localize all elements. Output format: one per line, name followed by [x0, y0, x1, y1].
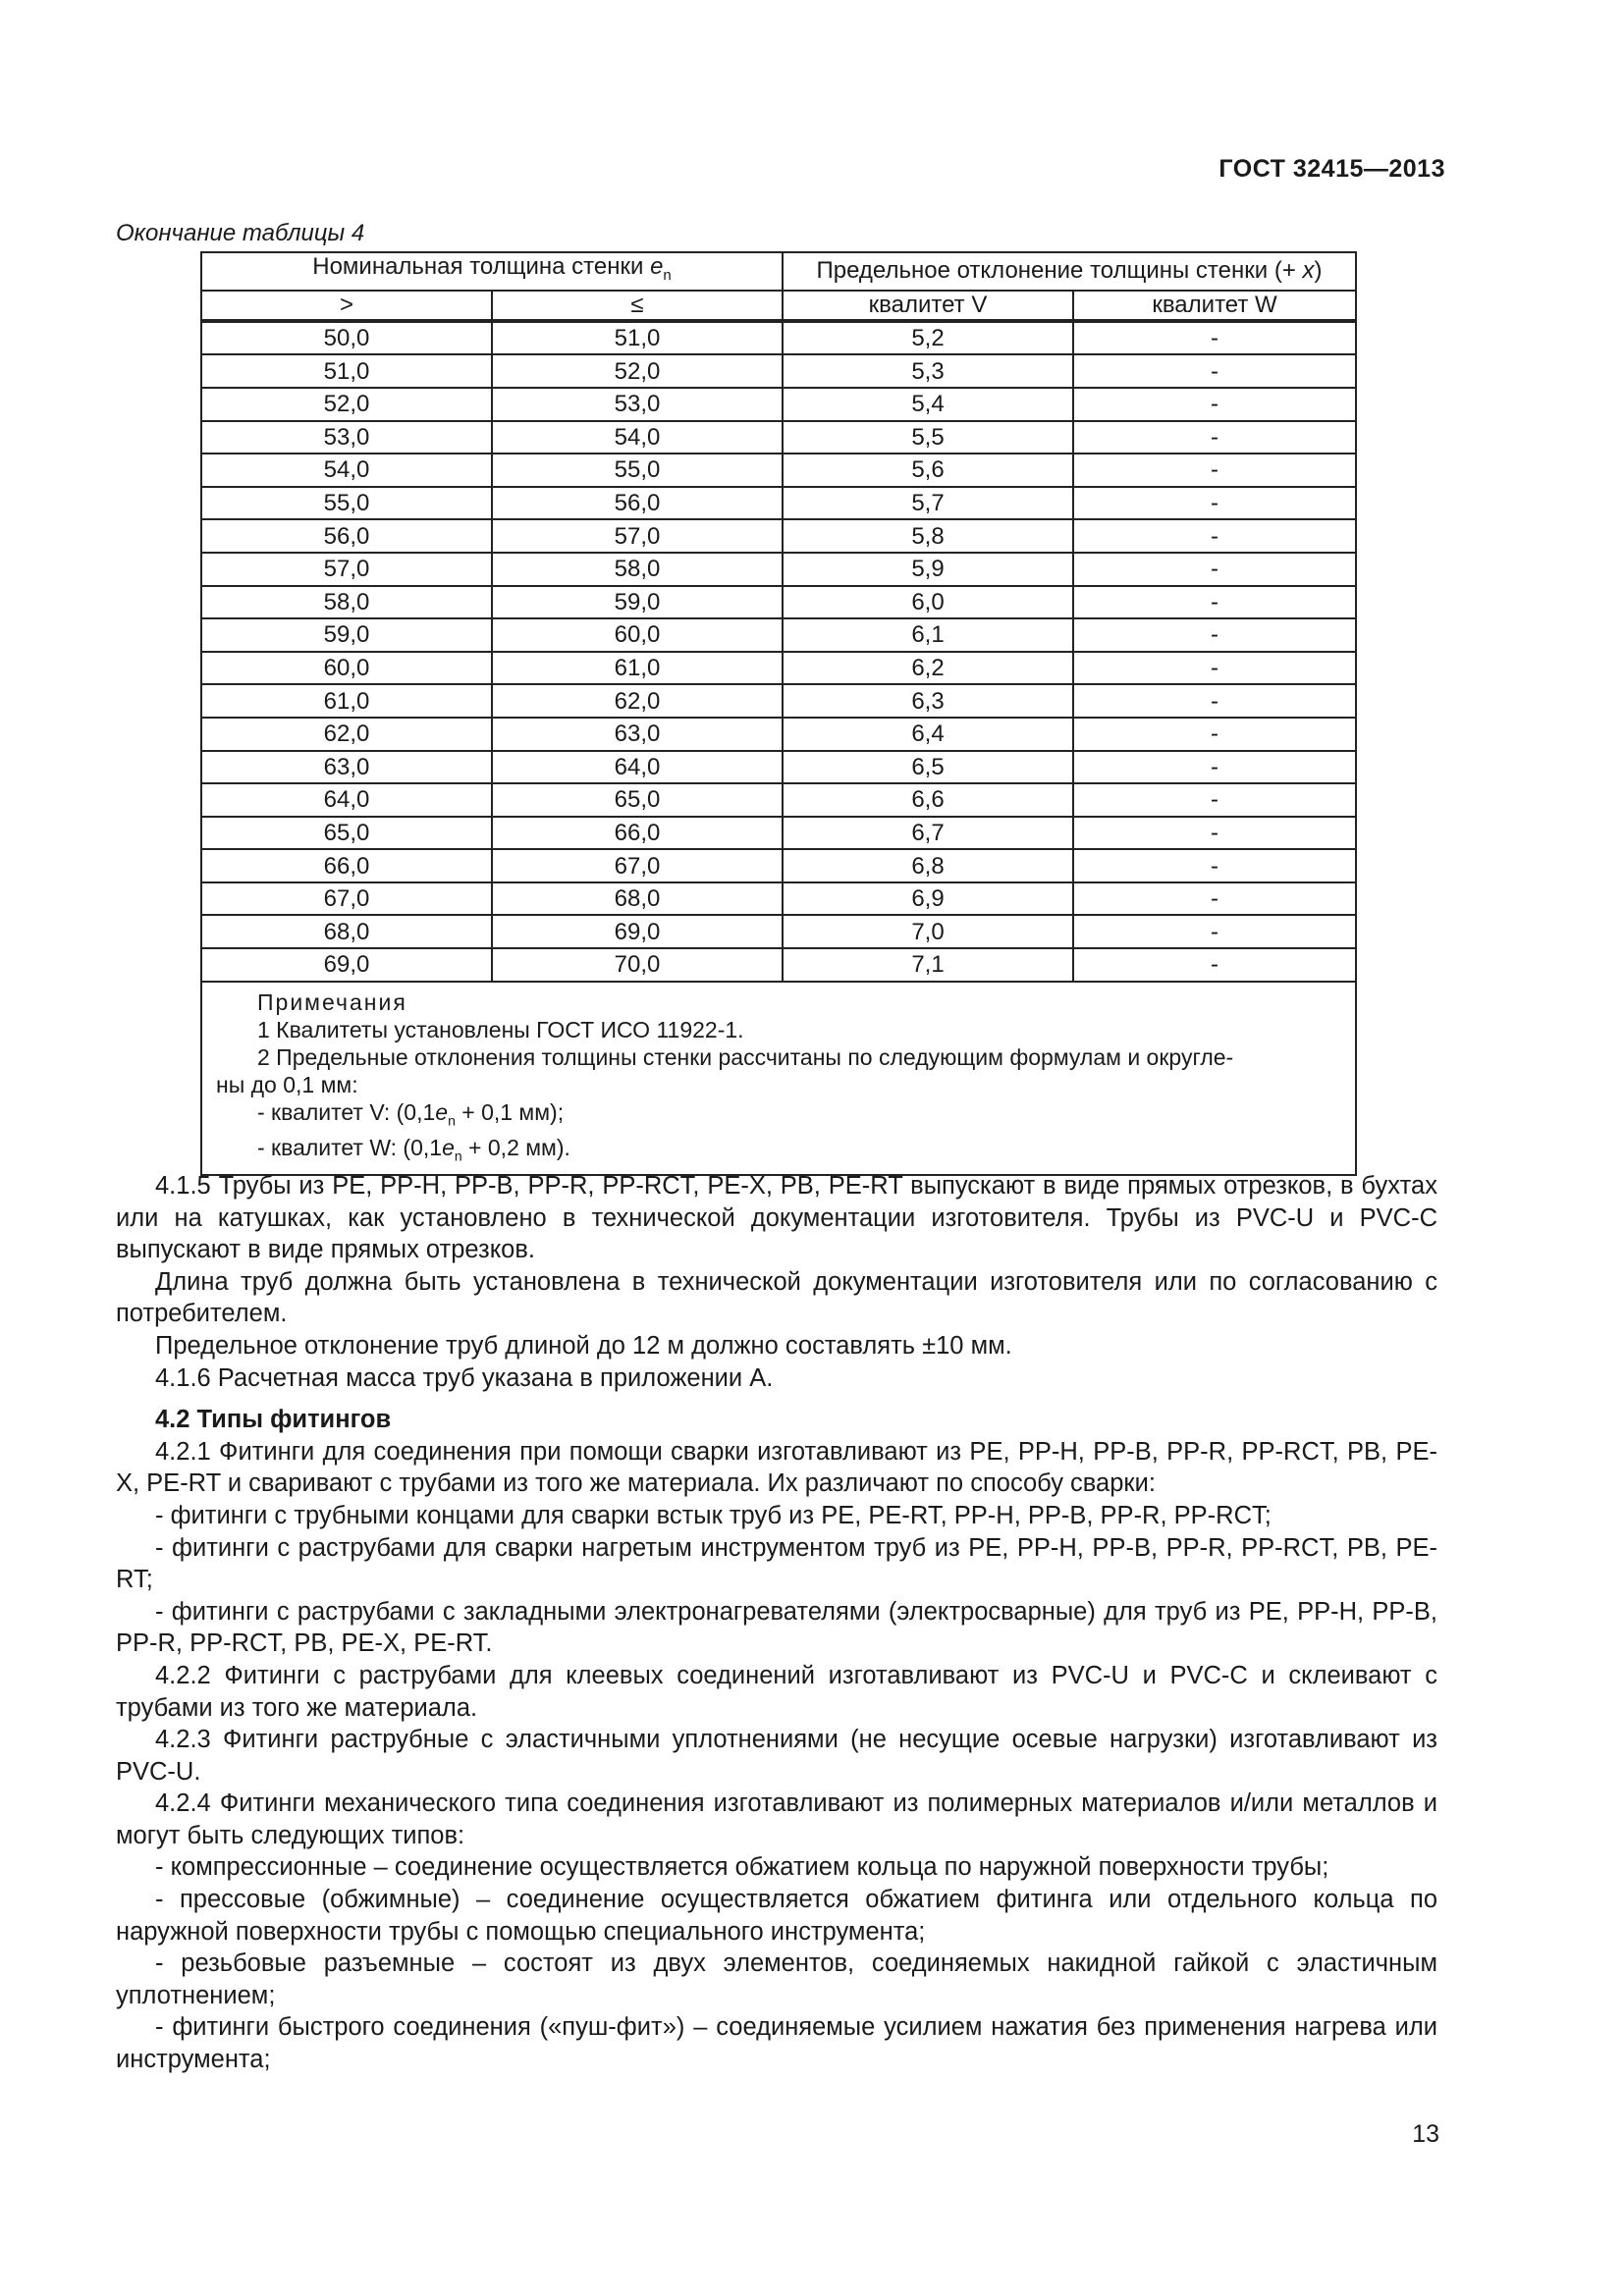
cell-thickness-from: 53,0: [201, 421, 492, 454]
table-row: [201, 882, 1356, 916]
cell-thickness-from: 66,0: [201, 849, 492, 882]
table-row: [201, 751, 1356, 784]
note-1: 1 Квалитеты установлены ГОСТ ИСО 11922-1.: [257, 1016, 744, 1042]
cell-grade-w: -: [1073, 849, 1356, 882]
cell-grade-w: -: [1073, 817, 1356, 850]
table-row: [201, 454, 1356, 487]
cell-thickness-to: 69,0: [492, 915, 783, 948]
cell-grade-w: -: [1073, 586, 1356, 619]
cell-grade-v: 5,5: [783, 421, 1073, 454]
table-row: [201, 421, 1356, 454]
list-item-butt-welding: - фитинги с трубными концами для сварки встык труб из PE, PE-RT, PP-H, PP-B, PP-R, PP-RCT;: [155, 1501, 1272, 1529]
notes-row: [201, 982, 1356, 1175]
cell-grade-w: -: [1073, 487, 1356, 520]
cell-grade-v: 6,8: [783, 849, 1073, 882]
cell-thickness-to: 59,0: [492, 586, 783, 619]
header-var-x: x: [1302, 257, 1315, 285]
note-2-line-1: 2 Предельные отклонения толщины стенки рассчитаны по следующим формулам и округле-: [257, 1043, 1234, 1070]
section-heading-4-2: 4.2 Типы фитингов: [155, 1406, 392, 1434]
cell-thickness-to: 51,0: [492, 321, 783, 355]
notes-cell: [201, 982, 1356, 1175]
header-nominal-text: Номинальная толщина стенки: [312, 253, 651, 280]
cell-thickness-to: 64,0: [492, 751, 783, 784]
subheader-le: ≤: [492, 291, 783, 321]
subheader-grade-w: квалитет W: [1073, 291, 1356, 321]
cell-grade-v: 5,4: [783, 388, 1073, 421]
cell-thickness-to: 63,0: [492, 718, 783, 751]
paragraph-4-1-6: 4.1.6 Расчетная масса труб указана в приложении А.: [155, 1363, 774, 1392]
cell-thickness-from: 68,0: [201, 915, 492, 948]
header-var-e: e: [650, 253, 664, 280]
cell-grade-v: 5,9: [783, 553, 1073, 586]
paragraph-4-2-4: 4.2.4 Фитинги механического типа соединения изготавливают из полимерных материалов и/или металлов и могут быть следующих типов:: [116, 1789, 1437, 1849]
cell-grade-v: 5,2: [783, 321, 1073, 355]
cell-thickness-to: 55,0: [492, 454, 783, 487]
cell-grade-v: 5,3: [783, 354, 1073, 388]
cell-thickness-to: 66,0: [492, 817, 783, 850]
table-row: [201, 321, 1356, 355]
table-row: [201, 553, 1356, 586]
cell-grade-w: -: [1073, 321, 1356, 355]
cell-thickness-from: 69,0: [201, 948, 492, 982]
cell-grade-w: -: [1073, 618, 1356, 652]
formula-w-pre: - квалитет W: (0,1: [257, 1135, 443, 1161]
cell-grade-v: 6,2: [783, 652, 1073, 685]
cell-grade-w: -: [1073, 718, 1356, 751]
cell-grade-w: -: [1073, 388, 1356, 421]
cell-grade-v: 6,1: [783, 618, 1073, 652]
header-deviation-close: ): [1314, 257, 1323, 285]
cell-thickness-from: 61,0: [201, 684, 492, 718]
cell-thickness-to: 52,0: [492, 354, 783, 388]
cell-grade-v: 6,0: [783, 586, 1073, 619]
paragraph-pipe-length: Длина труб должна быть установлена в технической документации изготовителя или по согласованию с потребителем.: [116, 1267, 1437, 1328]
formula-w-var-e: e: [442, 1135, 455, 1161]
cell-grade-v: 5,8: [783, 519, 1073, 553]
table-header-row: [201, 252, 1356, 291]
cell-grade-w: -: [1073, 783, 1356, 817]
table-row: [201, 519, 1356, 553]
formula-w-sub-n: n: [454, 1148, 462, 1164]
formula-v-post: + 0,1 мм);: [455, 1098, 565, 1125]
cell-thickness-from: 60,0: [201, 652, 492, 685]
paragraph-4-1-5: 4.1.5 Трубы из PE, PP-H, PP-B, PP-R, PP-RCT, PE-X, PB, PE-RT выпускают в виде прямых отрезков, в бухтах или на катушках, как установлено в технической документации изготовителя. Трубы из PVC-U и PVC-C выпускают в виде прямых отрезков.: [116, 1172, 1437, 1264]
cell-grade-w: -: [1073, 915, 1356, 948]
cell-grade-w: -: [1073, 421, 1356, 454]
formula-v-pre: - квалитет V: (0,1: [257, 1098, 436, 1125]
cell-grade-w: -: [1073, 882, 1356, 916]
table-row: [201, 652, 1356, 685]
table-subheader-row: [201, 291, 1356, 321]
cell-thickness-from: 50,0: [201, 321, 492, 355]
document-header: ГОСТ 32415—2013: [1218, 155, 1445, 183]
formula-w-post: + 0,2 мм).: [461, 1135, 570, 1161]
cell-thickness-from: 56,0: [201, 519, 492, 553]
cell-grade-v: 6,7: [783, 817, 1073, 850]
formula-v-var-e: e: [435, 1098, 449, 1125]
header-limit-deviation: [783, 252, 1356, 291]
body-text: [116, 1170, 1437, 2076]
subheader-grade-v: квалитет V: [783, 291, 1073, 321]
tolerance-table: [200, 251, 1357, 1176]
table-row: [201, 586, 1356, 619]
list-item-socket-welding: - фитинги с раструбами для сварки нагретым инструментом труб из PE, PP-H, PP-B, PP-R, PP-RCT, PB, PE-RT;: [116, 1533, 1437, 1594]
cell-thickness-from: 67,0: [201, 882, 492, 916]
cell-grade-w: -: [1073, 751, 1356, 784]
cell-thickness-from: 51,0: [201, 354, 492, 388]
header-deviation-text: Предельное отклонение толщины стенки (+: [816, 257, 1303, 285]
paragraph-4-2-1: 4.2.1 Фитинги для соединения при помощи сварки изготавливают из PE, PP-H, PP-B, PP-R, PP-RCT, PB, PE-X, PE-RT и сваривают с трубами из того же материала. Их различают по способу сварки:: [116, 1437, 1437, 1498]
cell-grade-v: 5,6: [783, 454, 1073, 487]
table-row: [201, 915, 1356, 948]
cell-thickness-from: 58,0: [201, 586, 492, 619]
header-nominal-thickness: [201, 252, 783, 291]
cell-thickness-to: 58,0: [492, 553, 783, 586]
formula-v-sub-n: n: [448, 1112, 456, 1129]
cell-grade-v: 5,7: [783, 487, 1073, 520]
cell-thickness-from: 54,0: [201, 454, 492, 487]
cell-thickness-to: 57,0: [492, 519, 783, 553]
table-row: [201, 487, 1356, 520]
table-caption: Окончание таблицы 4: [116, 220, 365, 246]
cell-grade-v: 7,0: [783, 915, 1073, 948]
cell-thickness-to: 67,0: [492, 849, 783, 882]
cell-thickness-to: 53,0: [492, 388, 783, 421]
table-row: [201, 388, 1356, 421]
cell-thickness-to: 61,0: [492, 652, 783, 685]
table-body: [201, 321, 1356, 982]
table-row: [201, 849, 1356, 882]
cell-grade-w: -: [1073, 652, 1356, 685]
cell-thickness-to: 56,0: [492, 487, 783, 520]
cell-thickness-from: 64,0: [201, 783, 492, 817]
paragraph-length-deviation: Предельное отклонение труб длиной до 12 м должно составлять ±10 мм.: [155, 1331, 1012, 1360]
note-2-line-2: ны до 0,1 мм:: [216, 1071, 358, 1097]
list-item-electrofusion: - фитинги с раструбами с закладными электронагревателями (электросварные) для труб из PE, PP-H, PP-B, PP-R, PP-RCT, PB, PE-X, PE-RT.: [116, 1597, 1437, 1658]
cell-thickness-from: 55,0: [201, 487, 492, 520]
notes-title: Примечания: [257, 988, 407, 1015]
table-row: [201, 817, 1356, 850]
cell-grade-v: 7,1: [783, 948, 1073, 982]
cell-thickness-to: 62,0: [492, 684, 783, 718]
cell-grade-w: -: [1073, 519, 1356, 553]
header-sub-n: n: [663, 266, 672, 284]
cell-thickness-from: 52,0: [201, 388, 492, 421]
table-row: [201, 354, 1356, 388]
cell-grade-w: -: [1073, 553, 1356, 586]
table-row: [201, 718, 1356, 751]
formula-grade-w: [216, 1134, 1339, 1170]
cell-thickness-to: 68,0: [492, 882, 783, 916]
cell-thickness-from: 57,0: [201, 553, 492, 586]
cell-thickness-from: 63,0: [201, 751, 492, 784]
subheader-gt: >: [201, 291, 492, 321]
cell-grade-v: 6,4: [783, 718, 1073, 751]
cell-grade-v: 6,3: [783, 684, 1073, 718]
formula-grade-v: [216, 1098, 1339, 1135]
cell-thickness-to: 54,0: [492, 421, 783, 454]
cell-grade-w: -: [1073, 684, 1356, 718]
list-item-compression: - компрессионные – соединение осуществляется обжатием кольца по наружной поверхности трубы;: [155, 1853, 1329, 1882]
list-item-threaded: - резьбовые разъемные – состоят из двух элементов, соединяемых накидной гайкой с эластичным уплотнением;: [116, 1949, 1437, 2009]
cell-thickness-from: 59,0: [201, 618, 492, 652]
table-row: [201, 783, 1356, 817]
list-item-push-fit: - фитинги быстрого соединения («пуш-фит») – соединяемые усилием нажатия без применения нагрева или инструмента;: [116, 2013, 1437, 2074]
cell-thickness-to: 70,0: [492, 948, 783, 982]
cell-thickness-from: 65,0: [201, 817, 492, 850]
cell-grade-w: -: [1073, 354, 1356, 388]
cell-thickness-from: 62,0: [201, 718, 492, 751]
cell-grade-v: 6,5: [783, 751, 1073, 784]
cell-thickness-to: 60,0: [492, 618, 783, 652]
cell-grade-w: -: [1073, 454, 1356, 487]
cell-grade-v: 6,6: [783, 783, 1073, 817]
paragraph-4-2-2: 4.2.2 Фитинги с раструбами для клеевых соединений изготавливают из PVC-U и PVC-C и склеивают с трубами из того же материала.: [116, 1661, 1437, 1722]
table-row: [201, 948, 1356, 982]
cell-grade-w: -: [1073, 948, 1356, 982]
table-row: [201, 684, 1356, 718]
paragraph-4-2-3: 4.2.3 Фитинги раструбные с эластичными уплотнениями (не несущие осевые нагрузки) изготавливают из PVC-U.: [116, 1726, 1437, 1786]
page-number: 13: [1412, 2120, 1439, 2148]
cell-grade-v: 6,9: [783, 882, 1073, 916]
table-row: [201, 618, 1356, 652]
cell-thickness-to: 65,0: [492, 783, 783, 817]
list-item-press: - прессовые (обжимные) – соединение осуществляется обжатием фитинга или отдельного кольца по наружной поверхности трубы с помощью специального инструмента;: [116, 1886, 1437, 1946]
